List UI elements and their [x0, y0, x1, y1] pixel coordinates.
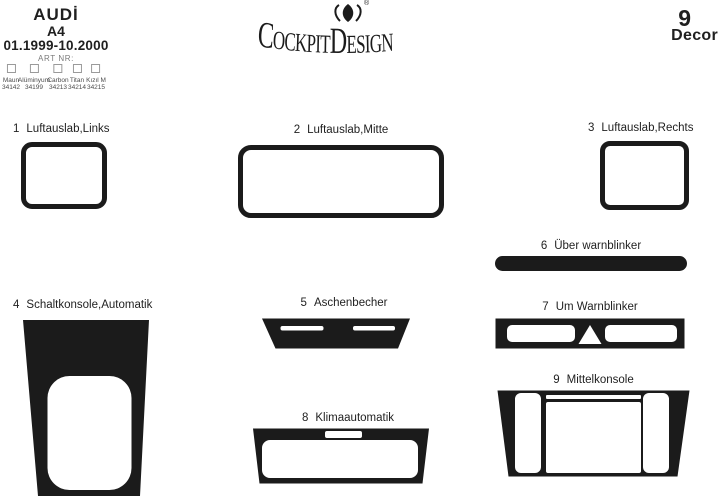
- part-label-8: [259, 412, 437, 425]
- part-name: Um Warnblinker: [555, 301, 638, 313]
- part-name: Über warnblinker: [554, 240, 642, 252]
- vehicle-brand: AUDİ: [33, 5, 79, 24]
- part-label-6: [495, 240, 687, 253]
- part-name: Luftauslab,Links: [26, 123, 110, 135]
- part-shape-luftauslass-rechts: [600, 141, 689, 210]
- part-name: Luftauslab,Rechts: [601, 122, 694, 134]
- part-shape-luftauslass-links: [21, 142, 107, 209]
- finish-checkbox: [53, 64, 62, 73]
- part-number: 6: [540, 240, 548, 252]
- part-name: Luftauslab,Mitte: [307, 124, 389, 136]
- finish-column-titan: [68, 64, 86, 91]
- part-label-4: [13, 299, 152, 312]
- finish-code: 34199: [24, 84, 44, 91]
- svg-text:CockpitDesign: CockpitDesign: [256, 13, 394, 58]
- part-label-9: [497, 374, 690, 387]
- decor-count: 9: [678, 5, 691, 31]
- part-label-7: [495, 301, 685, 314]
- finish-checkbox: [30, 64, 39, 73]
- part-number: 7: [542, 301, 549, 313]
- part-name: Aschenbecher: [313, 297, 388, 309]
- part-shape-um-warnblinker: [495, 318, 685, 349]
- part-name: Schaltkonsole,Automatik: [26, 299, 153, 311]
- part-shape-schaltkonsole: [21, 319, 151, 497]
- part-name: Mittelkonsole: [566, 374, 634, 386]
- finish-code: 34142: [1, 84, 21, 91]
- finish-code: 34215: [86, 84, 106, 91]
- part-number: 3: [588, 122, 595, 134]
- part-shape-luftauslass-mitte: [238, 145, 444, 218]
- vehicle-date-range: 01.1999-10.2000: [3, 38, 109, 53]
- finish-column-aluminyum: [18, 64, 50, 91]
- finish-checkbox: [6, 64, 15, 73]
- part-shape-aschenbecher: [261, 318, 411, 350]
- part-number: 2: [293, 124, 301, 136]
- part-number: 4: [13, 299, 20, 311]
- part-number: 8: [301, 412, 309, 424]
- finish-code: 34213: [48, 84, 68, 91]
- registered-mark: ®: [364, 0, 370, 7]
- finish-checkbox: [72, 64, 81, 73]
- finish-column-kizil: [86, 64, 106, 91]
- vehicle-model: A4: [47, 23, 65, 39]
- finish-name: Kızıl M: [86, 77, 106, 84]
- cockpit-design-logo: [252, 0, 434, 60]
- finish-name: Maun: [2, 77, 20, 84]
- finish-name: Titan: [69, 77, 85, 84]
- part-label-1: [13, 123, 110, 136]
- part-shape-mittelkonsole: [497, 390, 690, 477]
- finish-checkbox: [92, 64, 101, 73]
- finish-code: 34214: [67, 84, 87, 91]
- finish-column-carbon: [47, 64, 68, 91]
- part-label-2: [238, 124, 444, 137]
- part-name: Klimaautomatik: [315, 412, 395, 424]
- finish-name: Carbon: [47, 77, 69, 84]
- part-number: 9: [553, 374, 560, 386]
- part-number: 5: [300, 297, 307, 309]
- vehicle-info-block: [0, 6, 112, 63]
- decor-count-label: Decor: [671, 27, 718, 44]
- part-shape-ueber-warnblinker: [495, 256, 687, 271]
- finish-name: Alüminyum: [17, 77, 51, 84]
- part-shape-klimaautomatik: [252, 428, 430, 484]
- art-nr-label: ART NR:: [38, 54, 74, 63]
- part-number: 1: [13, 123, 20, 135]
- part-label-5: [269, 297, 419, 310]
- decor-count-block: [671, 5, 718, 44]
- part-label-3: [588, 122, 693, 135]
- logo-text: [252, 8, 434, 58]
